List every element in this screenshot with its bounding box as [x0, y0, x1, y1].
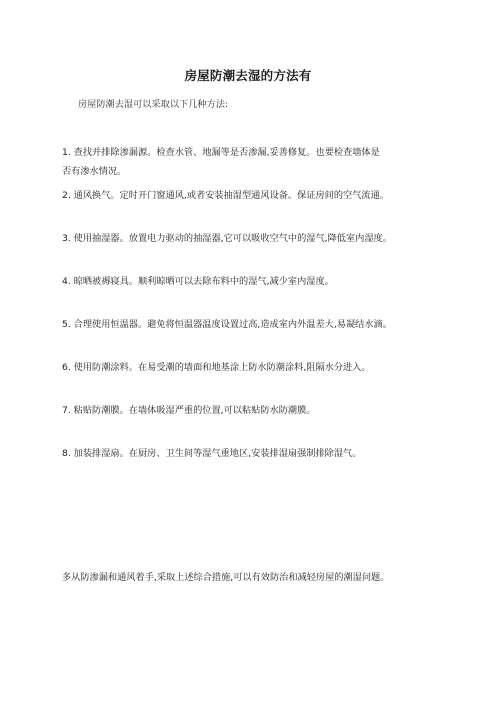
list-item-6	[62, 358, 442, 377]
list-item-4-text: 4. 晾晒被褥寝具。顺利晾晒可以去除布料中的湿气,减少室内湿度。	[62, 276, 334, 287]
summary-text: 多从防渗漏和通风着手,采取上述综合措施,可以有效防治和减轻房屋的潮湿问题。	[62, 572, 390, 583]
list-item-5	[62, 315, 442, 334]
list-item-2	[62, 186, 442, 205]
list-item-7	[62, 401, 442, 420]
list-item-5-text: 5. 合理使用恒温器。避免将恒温器温度设置过高,造成室内外温差大,易凝结水滴。	[62, 319, 392, 330]
list-item-1	[62, 143, 442, 181]
list-item-4	[62, 272, 442, 291]
list-item-3-text: 3. 使用抽湿器。放置电力驱动的抽湿器,它可以吸收空气中的湿气,降低室内湿度。	[62, 233, 392, 244]
list-item-3	[62, 229, 442, 248]
list-item-2-text: 2. 通风换气。定时开门窗通风,或者安装抽湿型通风设备。保证房间的空气流通。	[62, 190, 389, 201]
intro-text: 房屋防潮去湿可以采取以下几种方法:	[78, 99, 229, 110]
list-item-1-line-2: 否有渗水情况。	[62, 166, 127, 177]
list-item-8	[62, 444, 442, 463]
list-item-7-text: 7. 粘贴防潮膜。在墙体吸湿严重的位置,可以粘贴防水防潮膜。	[62, 405, 316, 416]
list-item-8-text: 8. 加装排湿扇。在厨房、卫生间等湿气重地区,安装排湿扇强制排除湿气。	[62, 448, 362, 459]
list-item-1-line-1: 1. 查找并排除渗漏源。检查水管、地漏等是否渗漏,妥善修复。也要检查墙体是	[62, 147, 380, 158]
list-item-6-text: 6. 使用防潮涂料。在易受潮的墙面和地基涂上防水防潮涂料,阻隔水分进入。	[62, 362, 371, 373]
document-title: 房屋防潮去湿的方法有	[184, 68, 312, 83]
